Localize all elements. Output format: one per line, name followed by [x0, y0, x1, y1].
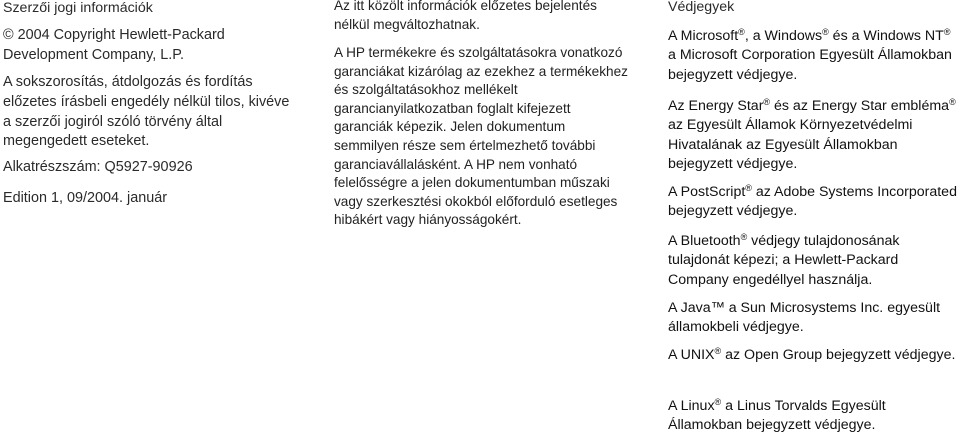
registered-mark: ® [738, 27, 745, 37]
trademark-java: A Java™ a Sun Microsystems Inc. egyesült államokbeli védjegye. [668, 300, 941, 336]
trademark-linux [640, 397, 960, 436]
part-number: Alkatrészszám: Q5927-90926 [3, 159, 193, 175]
microsoft-text-a: A Microsoft [668, 28, 739, 44]
trademark-postscript [640, 183, 960, 222]
unix-text-b: az Open Group bejegyzett védjegye. [721, 347, 956, 363]
trademark-bluetooth [640, 232, 960, 290]
linux-text-b: a Linus Torvalds Egyesült Államokban bejegyzett védjegye. [668, 398, 886, 434]
energy-star-text-c: az Egyesült Államok Környezetvédelmi Hivatalának az Egyesült Államokban bejegyzett védjegye. [668, 117, 913, 173]
microsoft-text-c: és a Windows NT [828, 28, 944, 44]
copyright-statement: © 2004 Copyright Hewlett-Packard Development Company, L.P. [3, 27, 225, 63]
unix-text-a: A UNIX [668, 347, 715, 363]
registered-mark: ® [763, 97, 771, 107]
trademarks-heading: Védjegyek [668, 0, 735, 15]
bluetooth-text-b: védjegy tulajdonosának tulajdonát képezi; a Hewlett-Packard Company engedéllyel használja. [668, 233, 900, 288]
registered-mark: ® [714, 346, 722, 356]
copyright-heading: Szerzői jogi információk [3, 0, 153, 16]
energy-star-text-b: és az Energy Star embléma [770, 98, 950, 114]
disclaimer-column [320, 0, 640, 436]
microsoft-text-b: , a Windows [744, 28, 823, 44]
energy-star-text-a: Az Energy Star [668, 98, 764, 114]
trademark-energy-star [640, 97, 960, 175]
trademark-microsoft [640, 27, 960, 85]
postscript-text-b: az Adobe Systems Incorporated bejegyzett védjegye. [668, 184, 957, 220]
trademarks-column [640, 0, 960, 436]
microsoft-text-d: a Microsoft Corporation Egyesült Államokban bejegyzett védjegye. [668, 47, 952, 83]
registered-mark: ® [822, 27, 829, 37]
bluetooth-text-a: A Bluetooth [668, 233, 741, 249]
copyright-column [0, 0, 320, 436]
registered-mark: ® [949, 97, 956, 107]
edition-date: Edition 1, 09/2004. január [3, 190, 168, 206]
reproduction-notice: A sokszorosítás, átdolgozás és fordítás előzetes írásbeli engedély nélkül tilos, kivéve a szerzői jogiról szóló törvény által megengedett eseteket. [3, 74, 290, 150]
change-notice: Az itt közölt információk előzetes bejelentés nélkül megváltozhatnak. [334, 0, 597, 32]
linux-text-a: A Linux [668, 398, 715, 414]
registered-mark: ® [745, 183, 752, 193]
registered-mark: ® [943, 27, 951, 37]
warranty-statement: A HP termékekre és szolgáltatásokra vonatkozó garanciákat kizárólag az ezekhez a termékekhez és szolgáltatásokhoz mellékelt garancianyilatkozatban foglalt kifejezett garanciák képezik. Jelen dokumentum semmilyen része sem értelmezhető további garanciavállalásként. A HP nem vonható felelősségre a jelen dokumentumban műszaki vagy szerkesztési okokból előforduló esetleges hibákért vagy hiányosságokért. [334, 45, 628, 228]
registered-mark: ® [714, 397, 722, 407]
registered-mark: ® [740, 232, 748, 242]
postscript-text-a: A PostScript [668, 184, 746, 200]
trademark-unix [640, 346, 960, 365]
